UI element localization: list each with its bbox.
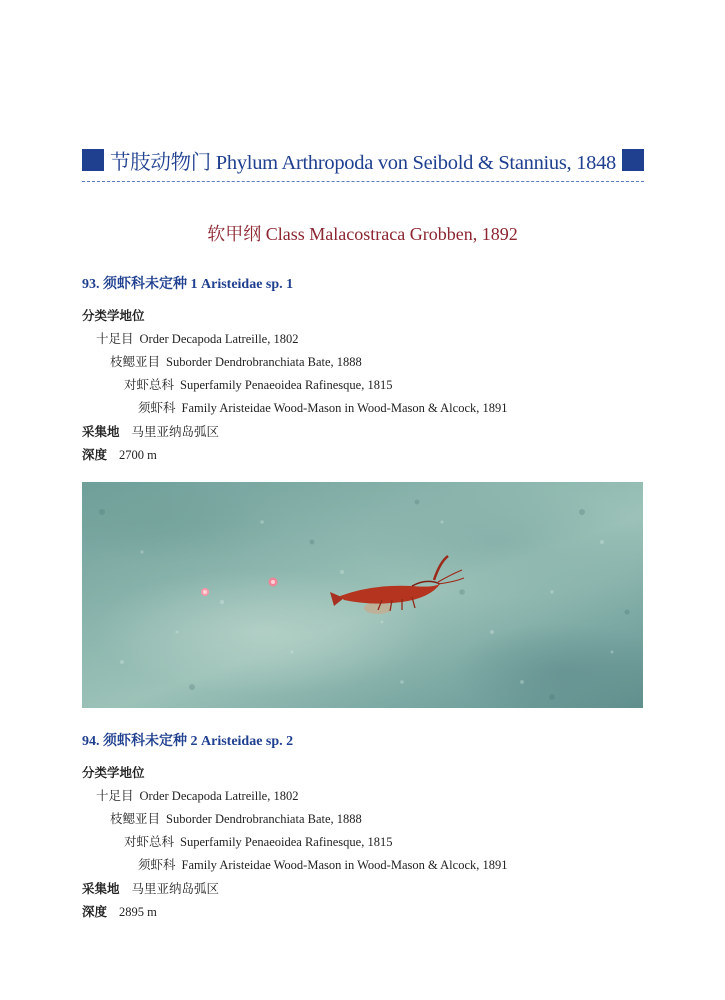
depth-line [82, 445, 157, 463]
rank-suborder [110, 352, 362, 370]
locality-value: 马里亚纳岛弧区 [131, 425, 220, 439]
taxonomy-label: 分类学地位 [82, 309, 145, 323]
rank-latin: Order Decapoda Latreille, 1802 [139, 789, 299, 803]
rank-latin: Suborder Dendrobranchiata Bate, 1888 [166, 355, 362, 369]
species-heading: 93. 须虾科未定种 1 Aristeidae sp. 1 [82, 277, 294, 292]
rank-zh: 十足目 [96, 789, 134, 803]
species-heading: 94. 须虾科未定种 2 Aristeidae sp. 2 [82, 734, 294, 749]
rank-order [96, 786, 298, 804]
pink-organism-1 [201, 588, 209, 596]
rank-family [138, 398, 508, 416]
rank-superfamily [124, 832, 392, 850]
shrimp [330, 556, 464, 614]
rank-zh: 须虾科 [138, 401, 176, 415]
rank-zh: 须虾科 [138, 858, 176, 872]
depth-line [82, 902, 157, 920]
locality-line [82, 422, 219, 440]
locality-label: 采集地 [82, 425, 120, 439]
locality-label: 采集地 [82, 882, 120, 896]
phylum-heading [82, 145, 644, 175]
depth-value: 2700 m [119, 448, 157, 462]
rank-latin: Family Aristeidae Wood-Mason in Wood-Mason & Alcock, 1891 [181, 858, 508, 872]
specimen-photo [82, 482, 643, 708]
locality-line [82, 879, 219, 897]
rank-zh: 枝鳃亚目 [110, 812, 161, 826]
taxonomy-label: 分类学地位 [82, 766, 145, 780]
heading-square-right [622, 149, 644, 171]
rank-family [138, 855, 508, 873]
rank-latin: Superfamily Penaeoidea Rafinesque, 1815 [180, 835, 393, 849]
pink-organism-2 [269, 578, 278, 587]
class-title: 软甲纲 Class Malacostraca Grobben, 1892 [207, 224, 518, 244]
rank-zh: 对虾总科 [124, 835, 175, 849]
rank-zh: 枝鳃亚目 [110, 355, 161, 369]
dashed-divider [82, 181, 644, 182]
rank-order [96, 329, 298, 347]
rank-latin: Order Decapoda Latreille, 1802 [139, 332, 299, 346]
rank-latin: Superfamily Penaeoidea Rafinesque, 1815 [180, 378, 393, 392]
rank-suborder [110, 809, 362, 827]
depth-label: 深度 [82, 448, 108, 462]
seafloor-image [82, 482, 643, 708]
phylum-title: 节肢动物门 Phylum Arthropoda von Seibold & Stannius, 1848 [109, 152, 617, 174]
rank-zh: 十足目 [96, 332, 134, 346]
heading-square-left [82, 149, 104, 171]
rank-zh: 对虾总科 [124, 378, 175, 392]
rank-latin: Family Aristeidae Wood-Mason in Wood-Mason & Alcock, 1891 [181, 401, 508, 415]
depth-label: 深度 [82, 905, 108, 919]
rank-superfamily [124, 375, 392, 393]
rank-latin: Suborder Dendrobranchiata Bate, 1888 [166, 812, 362, 826]
depth-value: 2895 m [119, 905, 157, 919]
locality-value: 马里亚纳岛弧区 [131, 882, 220, 896]
